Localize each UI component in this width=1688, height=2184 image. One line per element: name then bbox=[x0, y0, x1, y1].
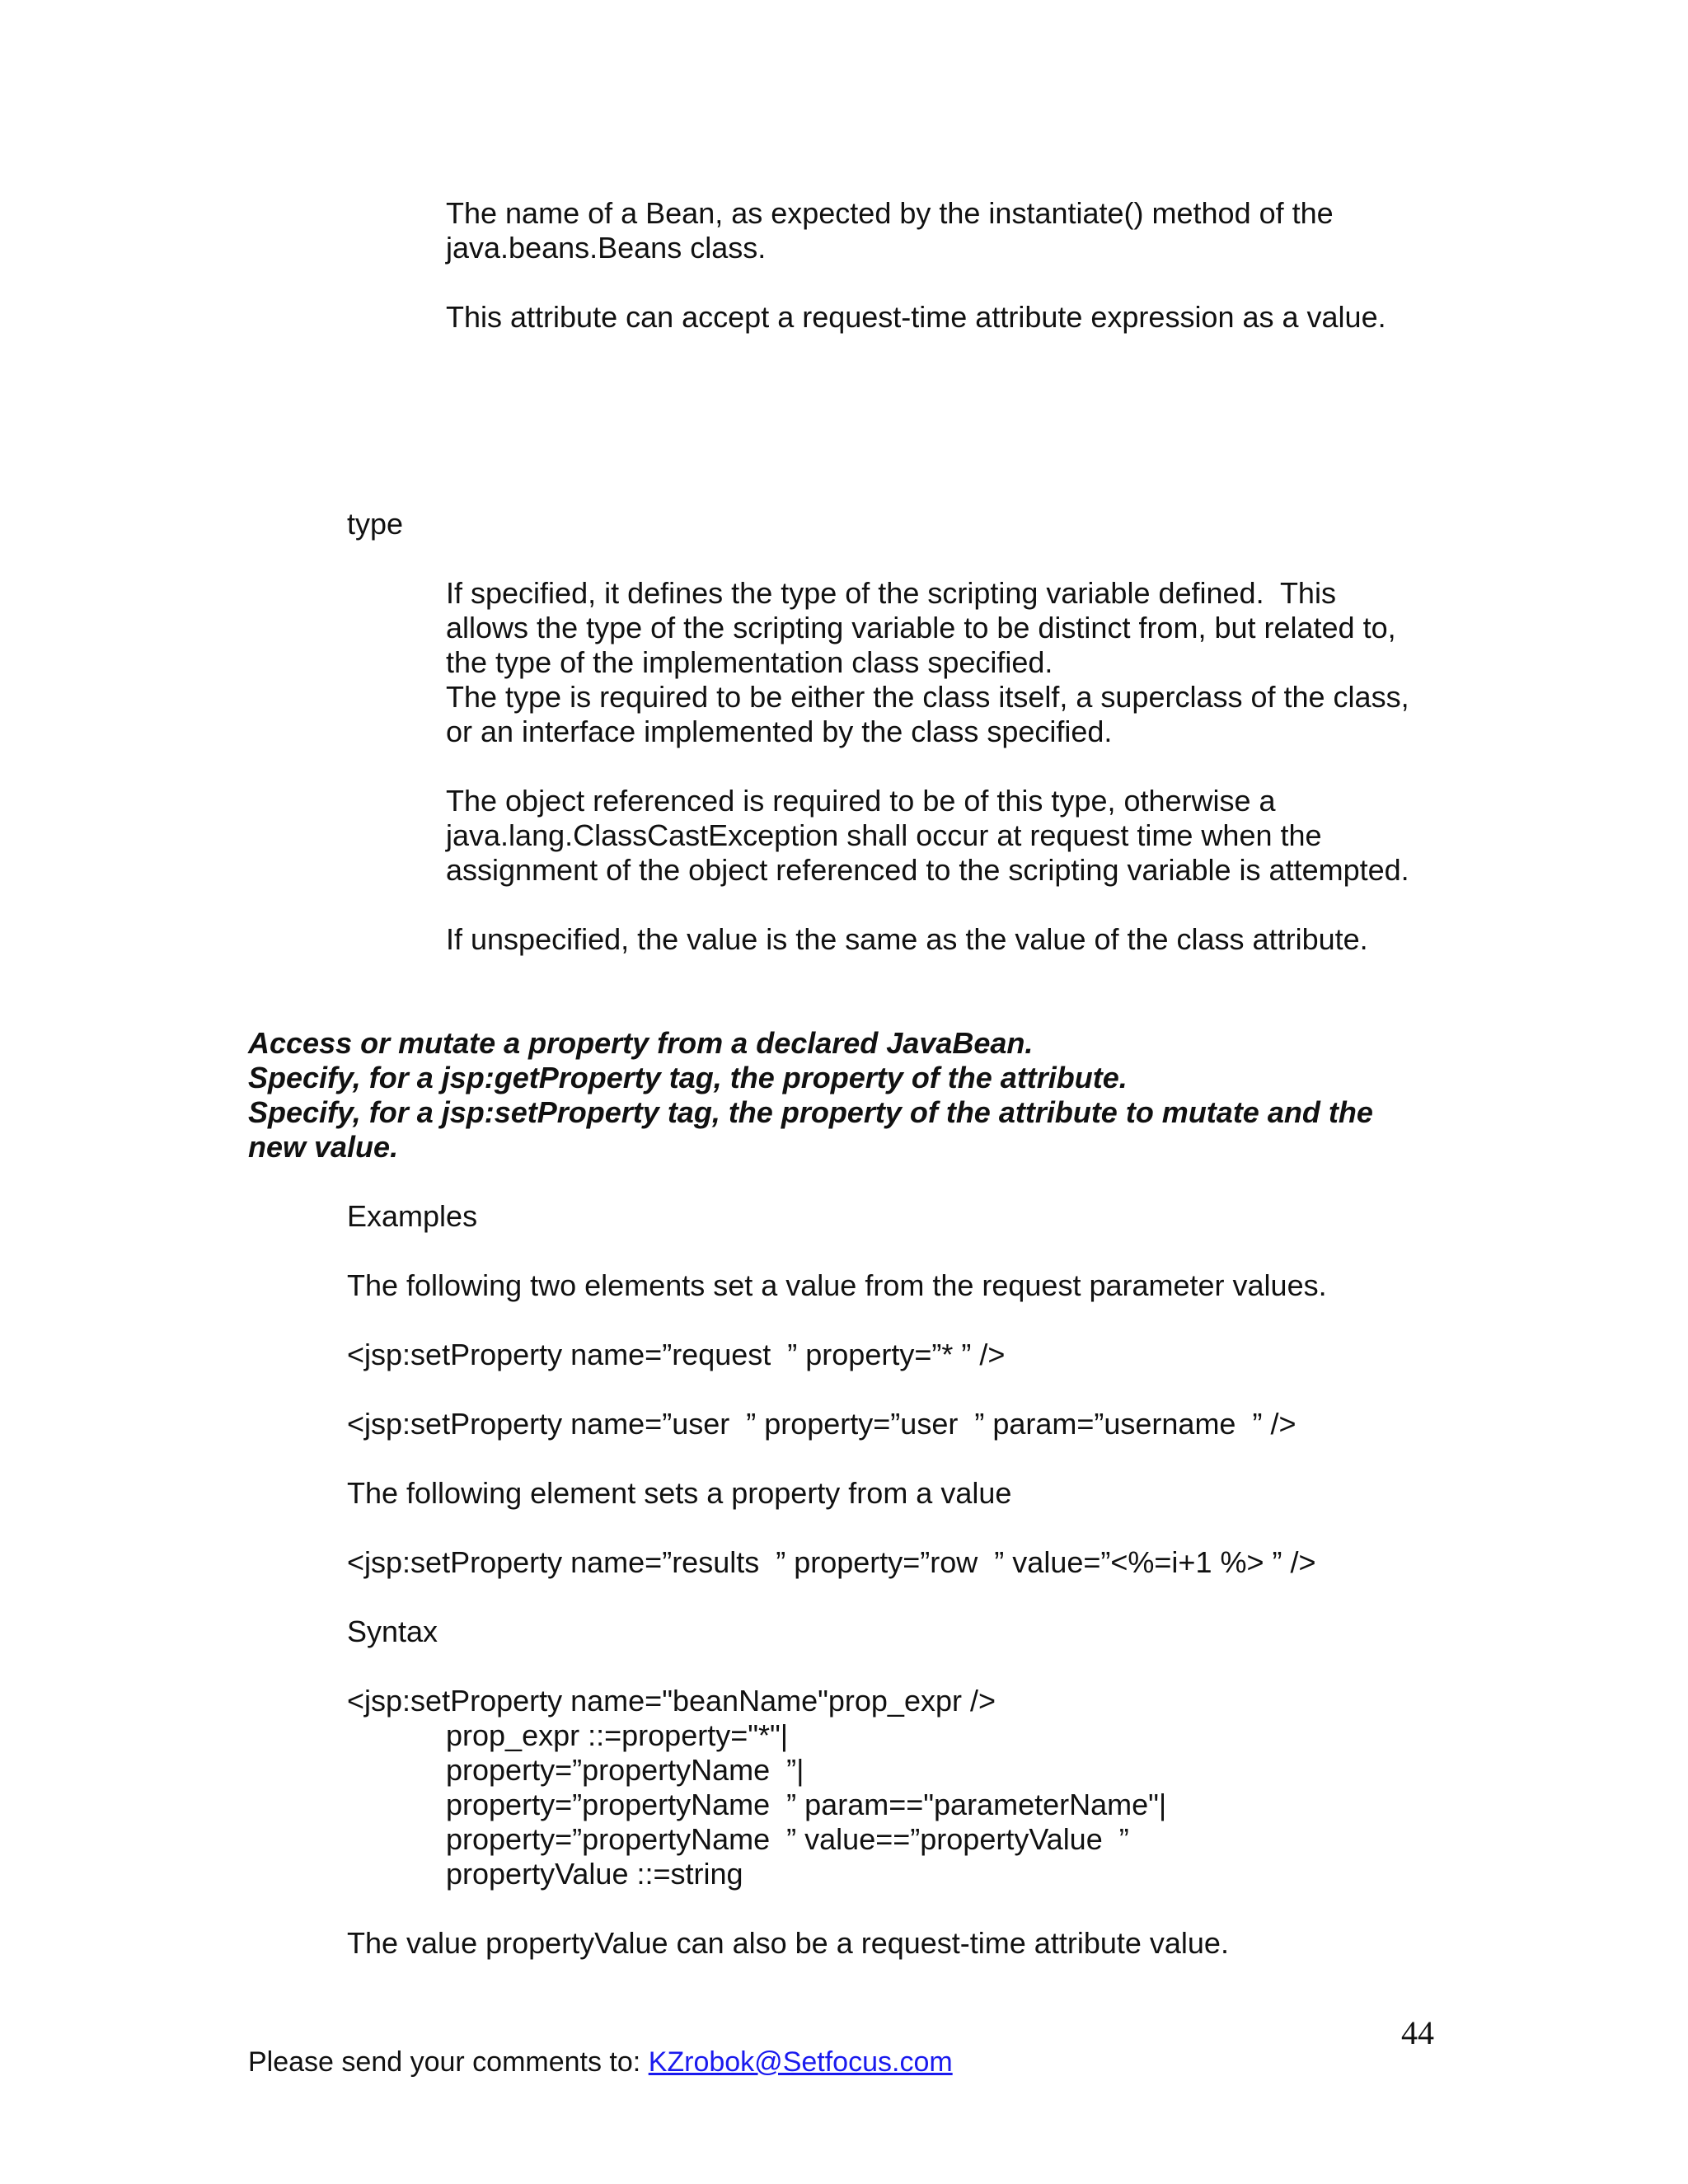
object-ref-desc-line-2: java.lang.ClassCastException shall occur at request time when the bbox=[446, 818, 1322, 852]
examples-intro: The following two elements set a value from the request parameter values. bbox=[347, 1268, 1327, 1302]
syntax-main: <jsp:setProperty name="beanName"prop_expr /> bbox=[347, 1684, 996, 1718]
type-desc-line-5: or an interface implemented by the class specified. bbox=[446, 715, 1113, 748]
section-heading-line-4: new value. bbox=[248, 1130, 399, 1164]
bean-name-desc-line-2: java.beans.Beans class. bbox=[446, 231, 767, 265]
example-value-intro: The following element sets a property from a value bbox=[347, 1476, 1012, 1510]
footer bbox=[248, 2046, 953, 2079]
type-desc-line-4: The type is required to be either the class itself, a superclass of the class, bbox=[446, 680, 1409, 714]
bean-name-desc-line-1: The name of a Bean, as expected by the instantiate() method of the bbox=[446, 196, 1334, 230]
section-heading-line-3: Specify, for a jsp:setProperty tag, the property of the attribute to mutate and the bbox=[248, 1095, 1373, 1129]
closing-note: The value propertyValue can also be a request-time attribute value. bbox=[347, 1926, 1229, 1960]
syntax-line-5: propertyValue ::=string bbox=[446, 1857, 743, 1891]
example-3: <jsp:setProperty name=”results ” property=”row ” value=”<%=i+1 %> ” /> bbox=[347, 1545, 1316, 1579]
section-heading-line-1: Access or mutate a property from a declared JavaBean. bbox=[248, 1026, 1034, 1060]
page-number: 44 bbox=[1401, 2014, 1434, 2051]
section-heading-line-2: Specify, for a jsp:getProperty tag, the property of the attribute. bbox=[248, 1061, 1128, 1094]
syntax-line-4: property=”propertyName ” value==”propertyValue ” bbox=[446, 1822, 1129, 1856]
request-time-note: This attribute can accept a request-time attribute expression as a value. bbox=[446, 300, 1386, 334]
object-ref-desc-line-3: assignment of the object referenced to the scripting variable is attempted. bbox=[446, 853, 1409, 887]
footer-email-link[interactable]: KZrobok@Setfocus.com bbox=[648, 2046, 953, 2078]
type-term: type bbox=[347, 507, 404, 541]
footer-comment-prefix: Please send your comments to: bbox=[248, 2046, 649, 2078]
examples-label: Examples bbox=[347, 1199, 478, 1233]
type-desc-line-2: allows the type of the scripting variable to be distinct from, but related to, bbox=[446, 611, 1396, 644]
syntax-line-3: property=”propertyName ” param=="parameterName"| bbox=[446, 1788, 1167, 1821]
syntax-label: Syntax bbox=[347, 1615, 438, 1648]
unspecified-desc: If unspecified, the value is the same as the value of the class attribute. bbox=[446, 922, 1368, 956]
type-desc-line-3: the type of the implementation class specified. bbox=[446, 645, 1053, 679]
object-ref-desc-line-1: The object referenced is required to be of this type, otherwise a bbox=[446, 784, 1276, 818]
example-2: <jsp:setProperty name=”user ” property=”user ” param=”username ” /> bbox=[347, 1407, 1296, 1441]
syntax-line-1: prop_expr ::=property="*"| bbox=[446, 1718, 789, 1752]
syntax-line-2: property=”propertyName ”| bbox=[446, 1753, 804, 1787]
type-desc-line-1: If specified, it defines the type of the scripting variable defined. This bbox=[446, 576, 1336, 610]
example-1: <jsp:setProperty name=”request ” property=”* ” /> bbox=[347, 1338, 1006, 1371]
